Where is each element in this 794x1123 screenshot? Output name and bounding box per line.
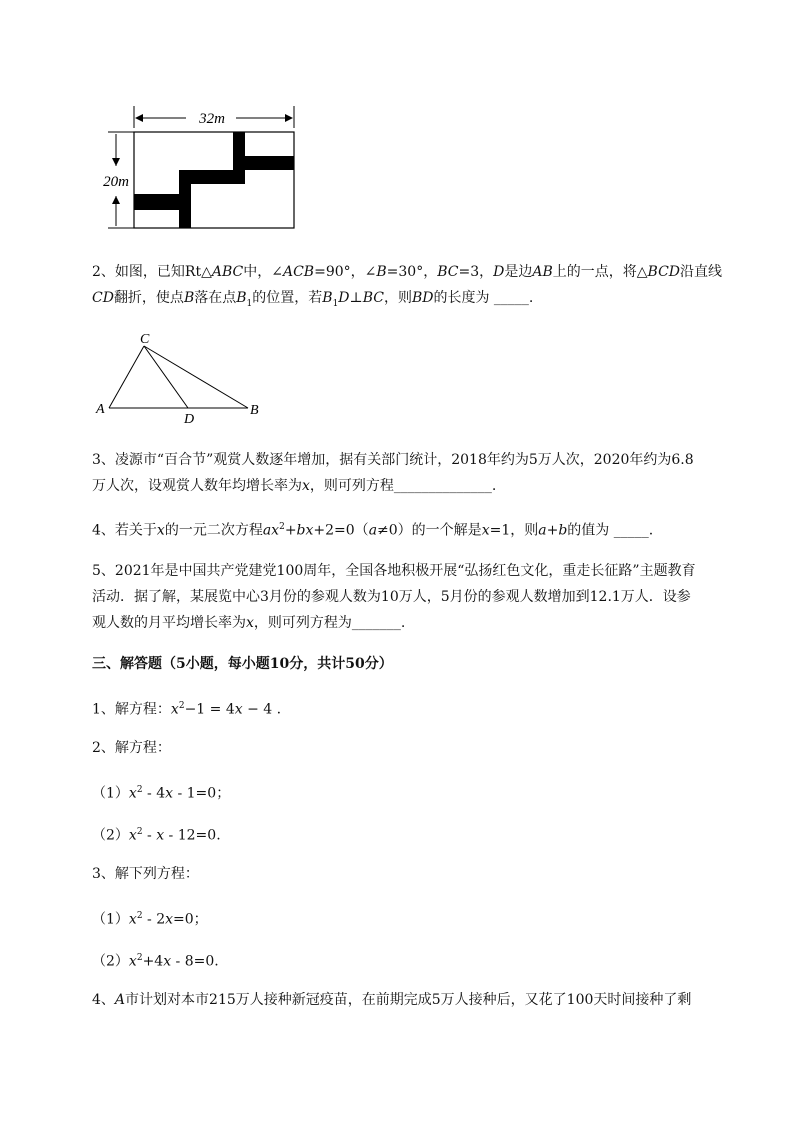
label-a: A xyxy=(96,402,105,417)
section-3-question-1: 1、解方程：$x^2-1 = 4x - 4$ . xyxy=(92,701,282,718)
section-3-question-3-part-2: $(2)x^2+4x - 8=0$. xyxy=(92,953,219,970)
section-3-question-3: 3、解下列方程： xyxy=(92,866,199,882)
label-c: C xyxy=(140,332,150,347)
question-5-line-1: 5、2021年是中国共产党建党100周年，全国各地积极开展“弘扬红色文化，重走长征路”主题教育 xyxy=(92,563,696,579)
question-3-line-1: 3、凌源市“百合节”观赏人数逐年增加，据有关部门统计，2018年约为5万人次，2020年约为6.8 xyxy=(92,452,694,468)
section-3-heading: 三、解答题（5小题，每小题10分，共计50分） xyxy=(92,656,393,672)
label-d: D xyxy=(184,412,195,426)
label-b: B xyxy=(250,403,259,418)
section-3-question-4: 4、A市计划对本市215万人接种新冠疫苗，在前期完成5万人接种后，又花了100天时间接种了剩 xyxy=(92,992,692,1008)
figure-rectangle-path xyxy=(96,104,306,234)
section-3-question-3-part-1: $(1)x^2 - 2x=0$； xyxy=(92,911,208,928)
height-label: 20m xyxy=(103,174,129,190)
question-3-line-2: 万人次，设观赏人数年均增长率为x，则可列方程______________. xyxy=(92,478,497,494)
section-3-question-2: 2、解方程： xyxy=(92,740,171,756)
question-5-line-2: 活动．据了解，某展览中心3月份的参观人数为10万人，5月份的参观人数增加到12.1万人．设参 xyxy=(92,589,691,605)
question-2-line-1: 2、如图，已知Rt△ABC中，∠ACB=90°，∠B=30°，BC=3，D是边AB上的一点，将△BCD沿直线 xyxy=(92,264,723,280)
figure-triangle xyxy=(92,330,272,426)
question-4: 4、若关于x的一元二次方程$ax^2+bx+2=0(a\ne 0)$的一个解是x=1，则a+b的值为 _____. xyxy=(92,522,654,539)
question-2-line-2: CD翻折，使点B落在点$B_1$的位置，若$B_1D\perp BC$，则BD的长度为 _____. xyxy=(92,290,534,309)
question-5-line-3: 观人数的月平均增长率为x，则可列方程为_______. xyxy=(92,615,406,631)
section-3-question-2-part-1: $(1)x^2 - 4x - 1=0$； xyxy=(92,785,231,802)
section-3-question-2-part-2: $(2)x^2 - x - 12=0$. xyxy=(92,827,221,844)
width-label: 32m xyxy=(199,111,225,127)
